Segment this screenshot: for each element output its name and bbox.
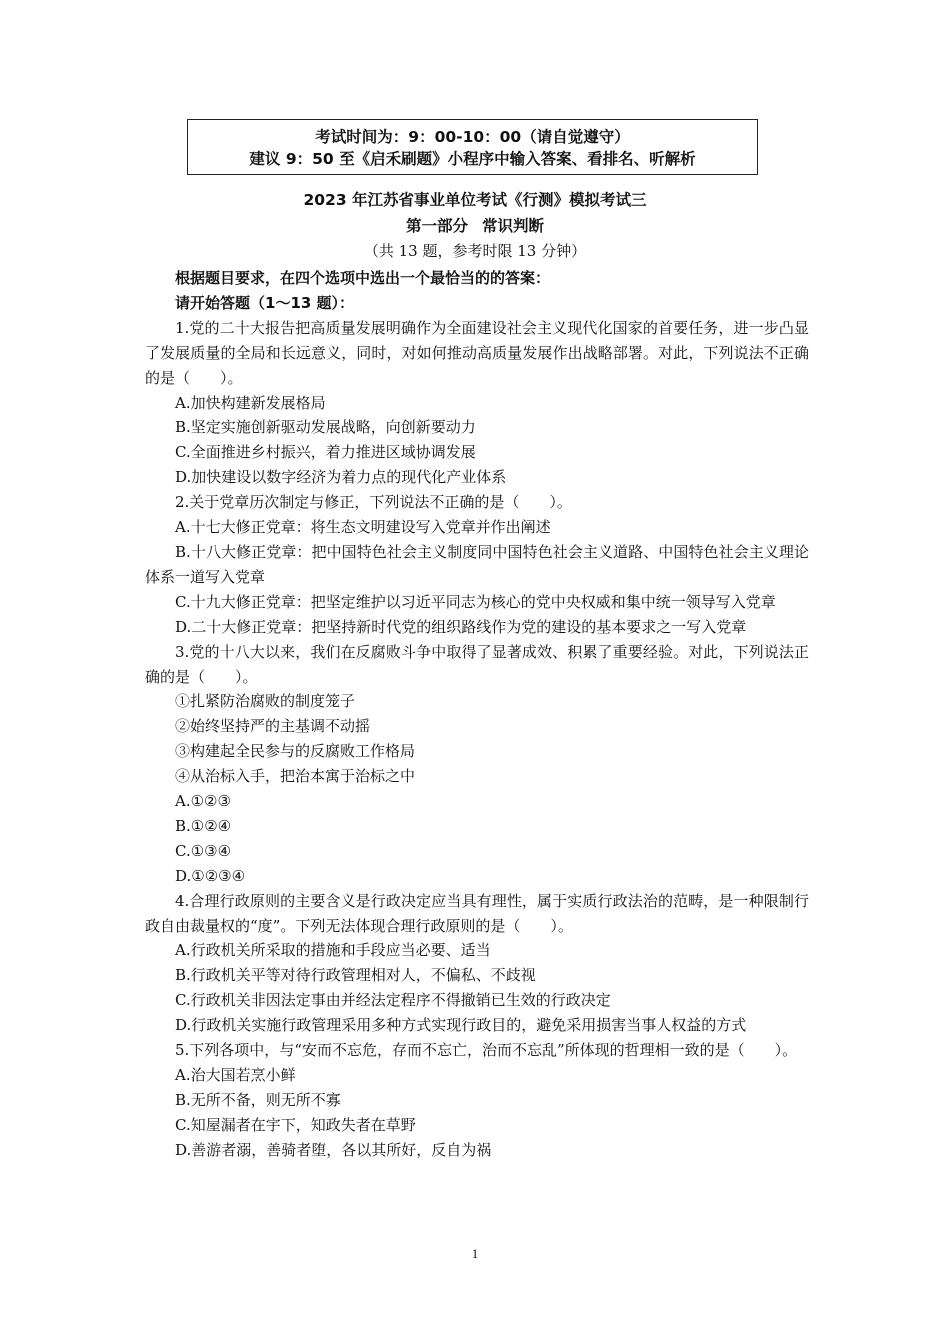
question-2-option-b: B.十八大修正党章：把中国特色社会主义制度同中国特色社会主义道路、中国特色社会主义理论体系一道写入党章 xyxy=(145,542,809,586)
question-3-statement-3: ③构建起全民参与的反腐败工作格局 xyxy=(175,742,416,761)
notice-time-line: 考试时间为：9：00-10：00（请自觉遵守） xyxy=(315,128,630,146)
question-4-option-d: D.行政机关实施行政管理采用多种方式实现行政目的，避免采用损害当事人权益的方式 xyxy=(175,1016,747,1035)
question-1-option-b: B.坚定实施创新驱动发展战略，向创新要动力 xyxy=(175,418,476,437)
document-title: 2023 年江苏省事业单位考试《行测》模拟考试三 xyxy=(303,191,647,209)
question-3-statement-4: ④从治标入手，把治本寓于治标之中 xyxy=(175,767,416,786)
question-1-option-c: C.全面推进乡村振兴，着力推进区域协调发展 xyxy=(175,443,476,462)
instruction-text: 根据题目要求，在四个选项中选出一个最恰当的的答案： xyxy=(175,269,551,287)
question-2-option-c: C.十九大修正党章：把坚定维护以习近平同志为核心的党中央权威和集中统一领导写入党章 xyxy=(175,592,776,611)
question-3-option-d: D.①②③④ xyxy=(175,866,246,885)
notice-submit-line: 建议 9：50 至《启禾刷题》小程序中输入答案、看排名、听解析 xyxy=(249,150,696,168)
question-5-option-d: D.善游者溺，善骑者堕，各以其所好，反自为祸 xyxy=(175,1140,492,1159)
question-1-option-a: A.加快构建新发展格局 xyxy=(175,393,326,412)
section-label: 常识判断 xyxy=(482,217,545,235)
page-number: 1 xyxy=(471,1246,479,1261)
question-3-option-c: C.①③④ xyxy=(175,841,232,860)
question-body xyxy=(145,266,809,1163)
part-heading xyxy=(0,214,950,236)
question-4-stem: 4.合理行政原则的主要含义是行政决定应当具有理性，属于实质行政法治的范畴，是一种限制行政自由裁量权的“度”。下列无法体现合理行政原则的是（ ）。 xyxy=(145,891,809,935)
exam-time-notice-box xyxy=(187,119,758,175)
question-4-option-a: A.行政机关所采取的措施和手段应当必要、适当 xyxy=(175,941,491,960)
question-3-statement-1: ①扎紧防治腐败的制度笼子 xyxy=(175,692,356,711)
question-2-stem: 2.关于党章历次制定与修正，下列说法不正确的是（ ）。 xyxy=(175,493,572,512)
question-1-option-d: D.加快建设以数字经济为着力点的现代化产业体系 xyxy=(175,468,507,487)
question-5-option-a: A.治大国若烹小鲜 xyxy=(175,1066,296,1084)
question-3-option-b: B.①②④ xyxy=(175,816,232,835)
question-4-option-c: C.行政机关非因法定事由并经法定程序不得撤销已生效的行政决定 xyxy=(175,991,611,1010)
section-info: （共 13 题，参考时限 13 分钟） xyxy=(363,242,587,260)
question-5-option-c: C.知屋漏者在宇下，知政失者在草野 xyxy=(175,1115,416,1134)
start-prompt: 请开始答题（1～13 题）： xyxy=(175,293,355,312)
question-3-option-a: A.①②③ xyxy=(175,792,231,811)
question-3-stem: 3.党的十八大以来，我们在反腐败斗争中取得了显著成效、积累了重要经验。对此，下列说法正确的是（ ）。 xyxy=(145,642,809,686)
question-2-option-a: A.十七大修正党章：将生态文明建设写入党章并作出阐述 xyxy=(175,518,551,537)
question-2-option-d: D.二十大修正党章：把坚持新时代党的组织路线作为党的建设的基本要求之一写入党章 xyxy=(175,617,747,636)
question-1-stem: 1.党的二十大报告把高质量发展明确作为全面建设社会主义现代化国家的首要任务，进一步凸显了发展质量的全局和长远意义，同时，对如何推动高质量发展作出战略部署。对此，下列说法不正确的是（ ）。 xyxy=(145,318,809,387)
part-label: 第一部分 xyxy=(405,217,468,235)
question-4-option-b: B.行政机关平等对待行政管理相对人，不偏私、不歧视 xyxy=(175,966,536,985)
question-5-stem: 5.下列各项中，与“安而不忘危，存而不忘亡，治而不忘乱”所体现的哲理相一致的是（ ）。 xyxy=(175,1041,798,1060)
question-3-statement-2: ②始终坚持严的主基调不动摇 xyxy=(175,717,371,736)
question-5-option-b: B.无所不备，则无所不寡 xyxy=(175,1090,341,1109)
